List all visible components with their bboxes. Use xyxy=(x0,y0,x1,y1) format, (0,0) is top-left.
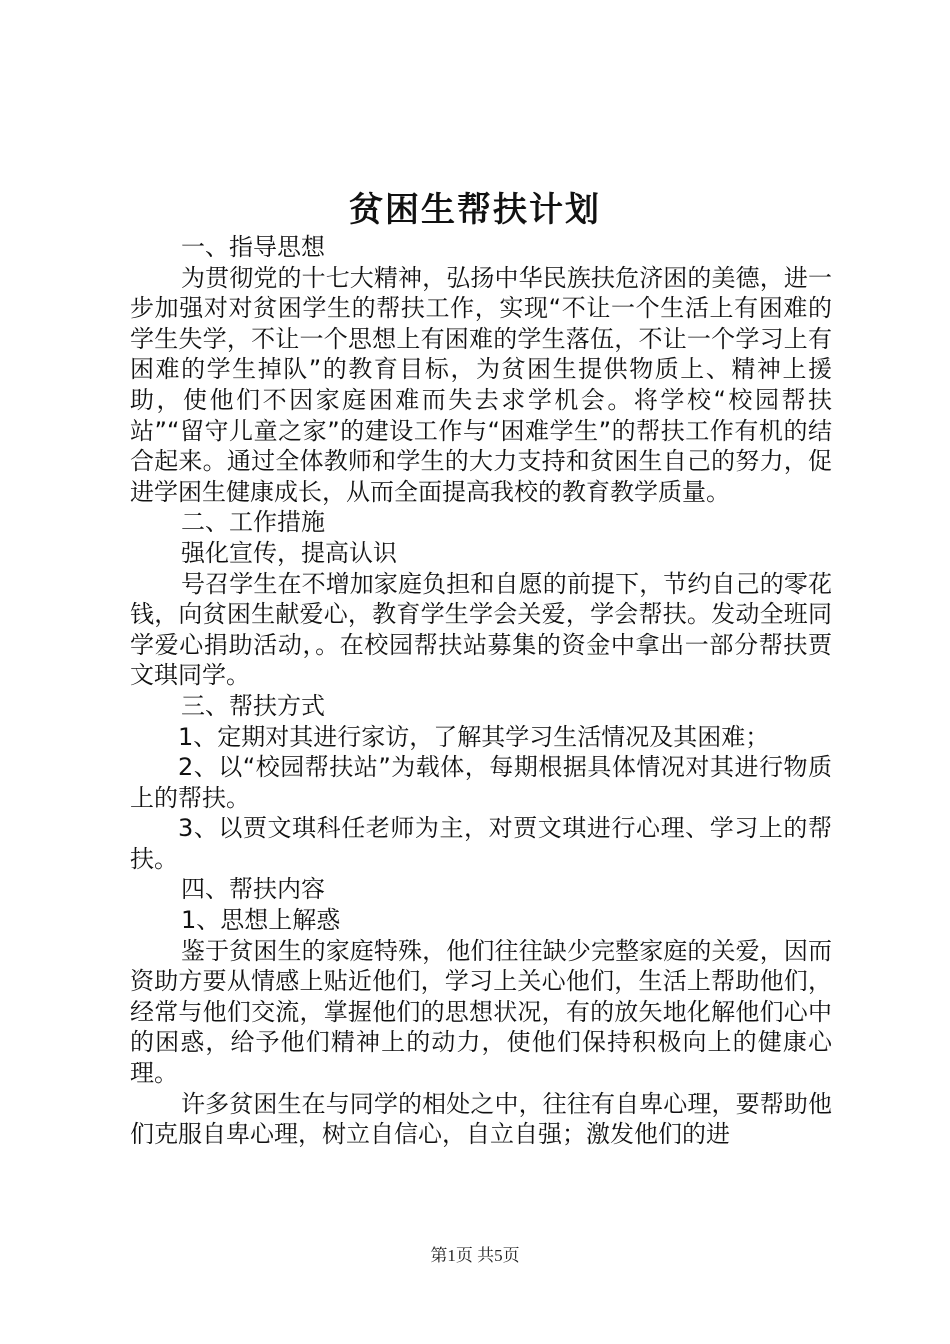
document-body xyxy=(130,232,832,1150)
section-heading: 四、帮扶内容 xyxy=(181,875,325,904)
section-heading: 二、工作措施 xyxy=(181,508,325,537)
body-paragraph: 为贯彻党的十七大精神，弘扬中华民族扶危济困的美德，进一步加强对对贫困学生的帮扶工作，实现“不让一个生活上有困难的学生失学，不让一个思想上有困难的学生落伍，不让一个学习上有困难的学生掉队”的教育目标，为贫困生提供物质上、精神上援助，使他们不因家庭困难而失去求学机会。将学校“校园帮扶站”“留守儿童之家”的建设工作与“困难学生”的帮扶工作有机的结合起来。通过全体教师和学生的大力支持和贫困生自己的努力，促进学困生健康成长，从而全面提高我校的教育教学质量。 xyxy=(130,263,832,506)
page-footer: 第1页 共5页 xyxy=(430,1246,520,1265)
document-title: 贫困生帮扶计划 xyxy=(349,190,601,230)
sub-heading: 强化宣传，提高认识 xyxy=(181,538,397,567)
list-item: 2、以“校园帮扶站”为载体，每期根据具体情况对其进行物质上的帮扶。 xyxy=(130,753,832,812)
section-heading: 一、指导思想 xyxy=(181,233,325,261)
list-item: 3、以贾文琪科任老师为主，对贾文琪进行心理、学习上的帮扶。 xyxy=(130,814,832,873)
section-heading: 三、帮扶方式 xyxy=(181,691,325,720)
list-item: 1、定期对其进行家访，了解其学习生活情况及其困难； xyxy=(178,722,770,751)
body-paragraph: 鉴于贫困生的家庭特殊，他们往往缺少完整家庭的关爱，因而资助方要从情感上贴近他们，学习上关心他们，生活上帮助他们，经常与他们交流，掌握他们的思想状况，有的放矢地化解他们心中的困惑，给予他们精神上的动力，使他们保持积极向上的健康心理。 xyxy=(130,936,832,1088)
sub-heading: 1、思想上解惑 xyxy=(181,906,341,935)
body-paragraph: 号召学生在不增加家庭负担和自愿的前提下，节约自己的零花钱，向贫困生献爱心，教育学生学会关爱，学会帮扶。发动全班同学爱心捐助活动，。在校园帮扶站募集的资金中拿出一部分帮扶贾文琪同学。 xyxy=(130,569,832,690)
body-paragraph: 许多贫困生在与同学的相处之中，往往有自卑心理，要帮助他们克服自卑心理，树立自信心，自立自强；激发他们的进 xyxy=(130,1089,832,1149)
